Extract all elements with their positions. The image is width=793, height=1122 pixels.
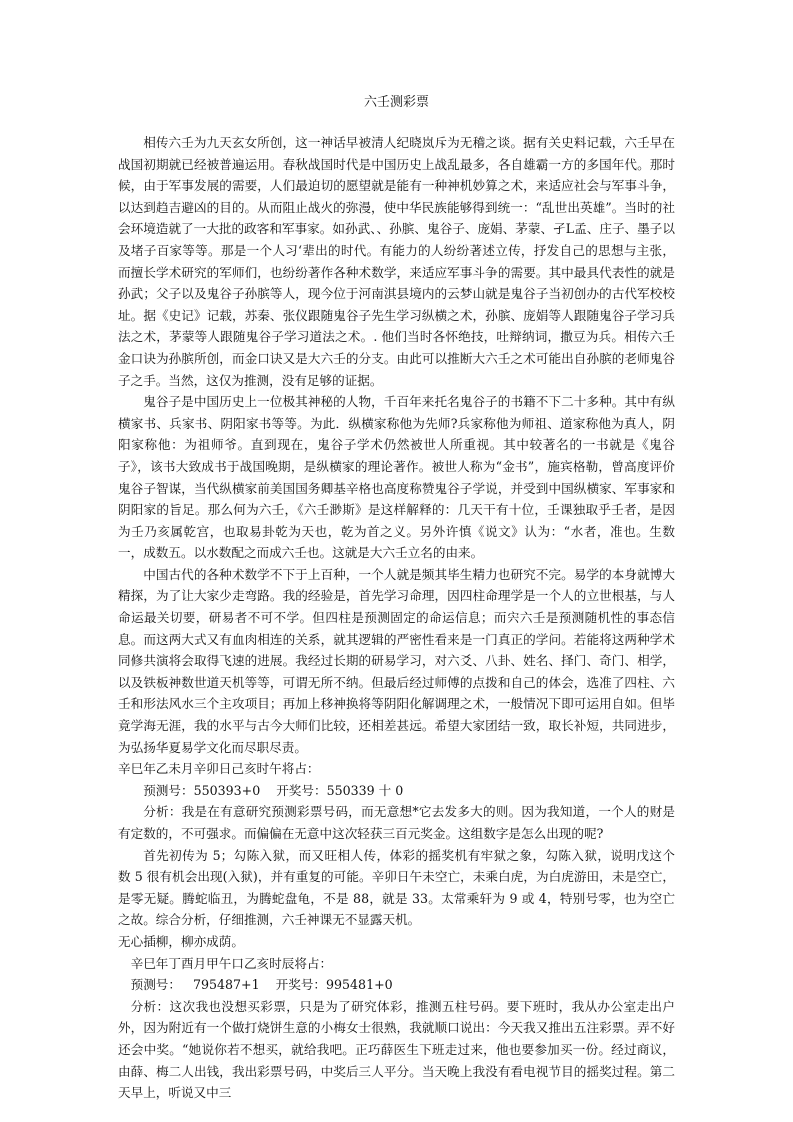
case1-detail: 首先初传为 5；勾陈入狱，而又旺相人传，体彩的摇奖机有牢狱之象，勾陈入狱，说明戊这个 数 5 很有机会出现(入狱)，并有重复的可能。辛卯日午未空亡，未乘白虎，为白虎游田，未是空亡，是零无疑。腾蛇临丑，为腾蛇盘龟，不是 88，就是 33。太常乘轩为 9 或 4，特别号零，也为空亡之故。综合分析，仔细推测，六壬神课无不显露天机。 xyxy=(118,847,675,928)
paragraph-origin: 相传六壬为九天玄女所创，这一神话早被清人纪晓岚斥为无稽之谈。据有关史料记载，六壬早在战国初期就已经被普遍运用。春秋战国时代是中国历史上战乱最多，各自雄霸一方的多国年代。那时候，由于军事发展的需要，人们最迫切的愿望就是能有一种神机妙算之术，来适应社会与军事斗争，以达到趋吉避凶的目的。从而阻止战火的弥漫，使中华民族能够得到统一：“乱世出英雄”。当时的社会环境造就了一大批的政客和军事家。如孙武、、孙膑、鬼谷子、庞娟、茅蒙、孑L孟、庄子、墨子以及堵子百家等等。那是一个人习‘辈出的时代。有能力的人纷纷著述立传，抒发自己的思想与主张，而擅长学术研究的军师们，也纷纷著作各种术数学，来适应军事斗争的需要。其中最具代表性的就是孙武；父子以及鬼谷子孙膑等人，现今位于河南淇县境内的云梦山就是鬼谷子当初创办的古代军校校址。据《史记》记载，苏秦、张仪跟随鬼谷子先生学习纵横之术，孙膑、庞娟等人跟随鬼谷子学习兵法之术，茅蒙等人跟随鬼谷子学习道法之术。. 他们当时各怀绝技，吐辩纳词，撒豆为兵。相传六壬金口诀为孙膑所创，而金口诀又是大六壬的分支。由此可以推断大六壬之术可能出自孙膑的老师鬼谷子之手。当然，这仅为推测，没有足够的证据。 xyxy=(118,135,675,388)
case1-heading: 辛巳年乙未月辛卯日己亥时午将占： xyxy=(118,761,320,777)
document-title: 六壬测彩票 xyxy=(363,95,429,110)
case1-closing: 无心插柳，柳亦成荫。 xyxy=(118,933,244,949)
case2-numbers: 预测号： 795487+1 开奖号：995481+0 xyxy=(130,977,393,993)
case2-analysis: 分析：这次我也没想买彩票，只是为了研究体彩，推测五柱号码。要下班时，我从办公室走出户外，因为附近有一个做打烧饼生意的小梅女士很熟，我就顺口说出：今天我又推出五注彩票。弄不好还会中奖。“她说你若不想买，就给我吧。正巧薛医生下班走过来，他也要参加买一份。经过商议，由薛、梅二人出钱，我出彩票号码，中奖后三人平分。当天晚上我没有看电视节目的摇奖过程。第二天早上，听说又中三 xyxy=(118,998,675,1101)
case2-heading: 辛巳年丁酉月甲午口乙亥时辰将占： xyxy=(130,955,333,971)
paragraph-study-advice: 中国古代的各种术数学不下于上百种，一个人就是频其毕生精力也研究不完。易学的本身就博大精探，为了让大家少走弯路。我的经验是，首先学习命理，因四柱命理学是一个人的立世根基，与人命运最关切要，研易者不可不学。但四柱是预测固定的命运信息；而宍六壬是预测随机性的事态信息。而这两大式又有血肉相连的关系，就其逻辑的严密性看来是一门真正的学问。若能将这两种学术同修共演将会取得飞速的进展。我经过长期的研易学习，对六爻、八卦、姓名、择门、奇门、相学，以及铁板神数世道天机等等，可谓无所不纳。但最后经过师傅的点拨和自己的体会，选准了四柱、六壬和形法风水三个主攻项目；再加上移神换将等阴阳化解调理之术，一般情况下即可运用自如。但毕竟学海无涯，我的水平与古今大师们比较，还相差甚远。希望大家团结一致，取长补短，共同进步，为弘扬华夏易学文化而尽职尽责。 xyxy=(118,566,675,755)
case1-numbers: 预测号：550393+0 开奖号：550339 十 0 xyxy=(143,782,404,798)
case1-analysis: 分析：我是在有意研究预测彩票号码，而无意想*它去发多大的则。因为我知道，一个人的财是有定数的，不可强求。而偏偏在无意中这次轻获三百元奖金。这组数字是怎么出现的呢? xyxy=(118,804,675,841)
paragraph-guiguzi: 鬼谷子是中国历史上一位极其神秘的人物，千百年来托名鬼谷子的书籍不下二十多种。其中有纵横家书、兵家书、阴阳家书等等。为此．纵横家称他为先师?兵家称他为师祖、道家称他为真人，阴阳家称他：为祖师爷。直到现在，鬼谷子学术仍然被世人所重视。其中较著名的一书就是《鬼谷子》，该书大致成书于战国晚期，是纵横家的理论著作。被世人称为“金书”，施宾格勒，曾高度评价鬼谷子智谋，当代纵横家前美国国务卿基辛格也高度称赞鬼谷子学说，并受到中国纵横家、军事家和阴阳家的旨足。那么何为六壬，《六壬渺斯》是这样解释的：几天干有十位，壬课独取乎壬者，是因为壬乃亥属乾宫，也取易卦乾为天也，乾为首之义。另外许慎《说文》认为：“水者，准也。生数一，成数五。以水数配之而成六壬也。这就是大六壬立名的由来。 xyxy=(118,394,675,561)
